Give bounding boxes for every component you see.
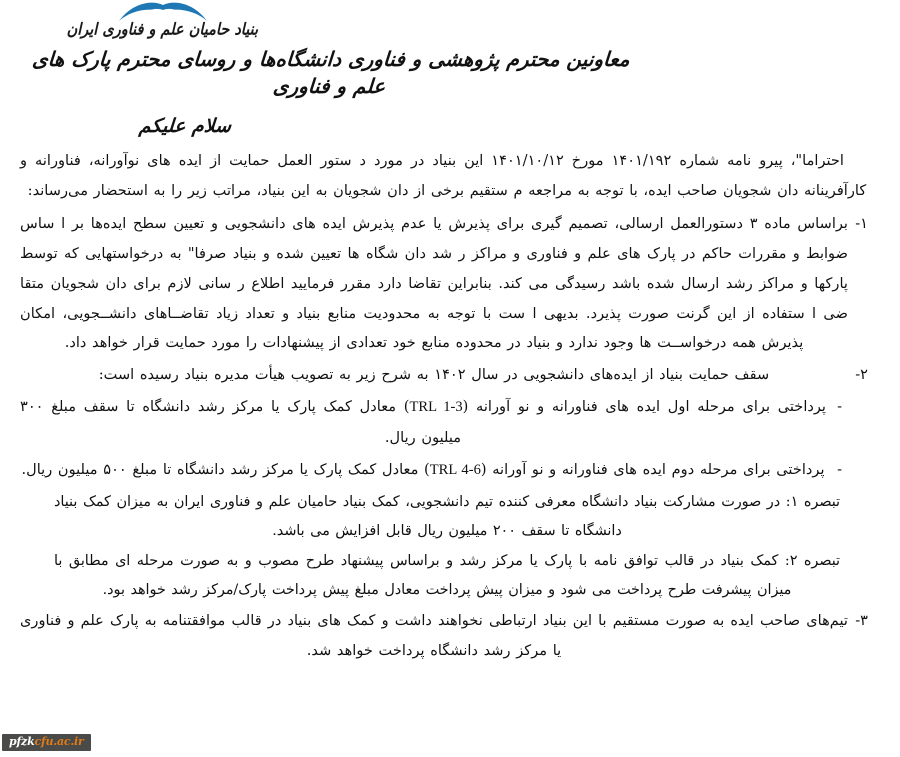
bullet-text-before: پرداختی برای مرحله دوم ایده های فناورانه و نو آورانه ( xyxy=(480,461,825,479)
bullet-text xyxy=(20,455,826,486)
bullet-text xyxy=(20,392,826,453)
bullet-text-after: ) معادل کمک پارک یا مرکز رشد دانشگاه تا مبلغ ۵۰۰ میلیون ریال. xyxy=(21,461,430,479)
item-marker: ۳- xyxy=(855,612,868,630)
numbered-item-1 xyxy=(20,209,874,359)
watermark-suffix: cfu.ac.ir xyxy=(34,734,84,748)
bullet-marker: - xyxy=(837,398,842,416)
numbered-item-2 xyxy=(20,360,874,390)
trl-range-label: TRL 1-3 xyxy=(409,399,463,416)
item-text: براساس ماده ۳ دستورالعمل ارسالی، تصمیم گیری برای پذیرش یا عدم پذیرش ایده های دانشجویی و تعیین سطح ایده‌ها بر ا ساس ضوابط و مقررات حاکم در پارک های علم و فناوری و مراکز ر شد دان شگاه ها تعیین شده و بنیاد صرفا" به درخواستهایی که توسط پارکها و مراکز رشد ارسال شده باشد رسیدگی می کند. بنابراین تقاضا دارد مقرر فرمایید اطلاع ر سانی لازم برای دان شجویان متقا ضی ا ستفاده از این گرنت صورت پذیرد. بدیهی ا ست با توجه به محدودیت منابع بنیاد و تعداد زیاد تقاضــاهای دانشــجویی، امکان پذیرش همه درخواســت ها وجود ندارد و بنیاد در محدوده منابع خود تعدادی از پیشنهادات را مورد حمایت قرار خواهد داد. xyxy=(20,214,848,352)
bullet-text-before: پرداختی برای مرحله اول ایده های فناورانه و نو آورانه ( xyxy=(462,398,826,416)
bullet-item-trl-1-3 xyxy=(20,392,848,453)
bullet-marker: - xyxy=(837,461,842,479)
note-2: تبصره ۲: کمک بنیاد در قالب توافق نامه با پارک یا مرکز رشد و براساس پیشنهاد طرح مصوب و به صورت مرحله ای مطابق با میزان پیشرفت طرح پرداخت می شود و میزان پیش پرداخت معادل مبلغ پیش پرداخت پارک/مرکز رشد خواهد بود. xyxy=(54,553,840,598)
intro-paragraph: احتراما"، پیرو نامه شماره ۱۴۰۱/۱۹۲ مورخ ۱۴۰۱/۱۰/۱۲ این بنیاد در مورد د ستور العمل حمایت از ایده های نوآورانه، فناورانه و کارآفرینانه دان شجویان صاحب ایده، با توجه به مراجعه م ستقیم برخی از دان شجویان به این بنیاد، مراتب زیر را به استحضار می‌رساند: xyxy=(20,152,867,199)
note-1: تبصره ۱: در صورت مشارکت بنیاد دانشگاه معرفی کننده تیم دانشجویی، کمک بنیاد حامیان علم و فناوری ایران به میزان کمک بنیاد دانشگاه تا سقف ۲۰۰ میلیون ریال قابل افزایش می باشد. xyxy=(54,493,840,539)
organization-name: بنیاد حامیان علم و فناوری ایران xyxy=(66,19,258,40)
letter-header xyxy=(30,46,860,140)
greeting-line: سلام علیکم xyxy=(138,115,232,137)
item-text: تیم‌های صاحب ایده به صورت مستقیم با این بنیاد ارتباطی نخواهند داشت و کمک های بنیاد در قالب موافقتنامه به پارک علم و فناوری یا مرکز رشد دانشگاه پرداخت خواهد شد. xyxy=(20,612,848,660)
bullet-text-after: ) معادل کمک پارک یا مرکز رشد دانشگاه تا سقف مبلغ ۳۰۰ میلیون ریال. xyxy=(20,398,462,447)
addressee-line: معاونین محترم پژوهشی و فناوری دانشگاه‌ها و روسای محترم پارک های علم و فناوری xyxy=(31,47,631,98)
site-watermark xyxy=(2,734,91,751)
bullet-item-trl-4-6 xyxy=(20,455,848,486)
watermark-prefix: pfzk xyxy=(9,734,35,748)
item-marker: ۱- xyxy=(855,214,868,232)
trl-range-label: TRL 4-6 xyxy=(429,462,481,479)
numbered-item-3 xyxy=(20,606,874,666)
item-text: سقف حمایت بنیاد از ایده‌های دانشجویی در سال ۱۴۰۲ به شرح زیر به تصویب هیأت مدیره بنیاد رسیده است: xyxy=(98,366,770,384)
organization-logo xyxy=(68,2,258,38)
letter-body xyxy=(20,146,874,668)
item-marker: ۲- xyxy=(855,366,868,384)
